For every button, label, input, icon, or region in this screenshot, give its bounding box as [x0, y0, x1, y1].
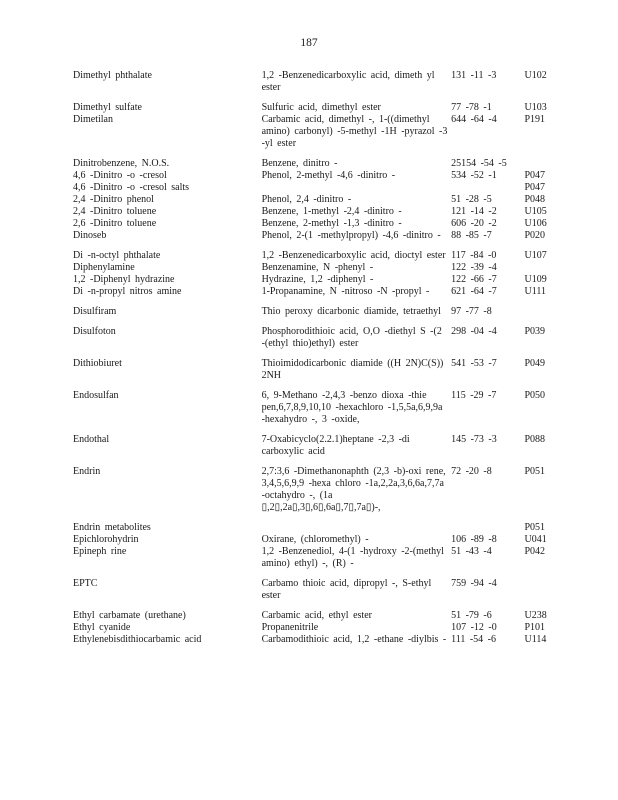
cas-number — [449, 514, 524, 534]
chemical-name: Carbamic acid, ethyl ester — [261, 610, 372, 621]
waste-code: U105 — [524, 206, 547, 217]
chemical-name: Phenol, 2-(1 -methylpropyl) -4,6 -dinitro - — [261, 230, 441, 241]
waste-code: U106 — [524, 218, 547, 229]
cas-number: 644 -64 -4 — [451, 114, 497, 125]
table-row — [73, 206, 573, 218]
chemical-name: Thioimidodicarbonic diamide ((H 2N)C(S)) 2NH — [261, 358, 444, 381]
cas-number: 106 -89 -8 — [451, 534, 497, 545]
waste-code: P048 — [524, 194, 546, 205]
table-row — [73, 70, 573, 94]
table-row — [73, 634, 573, 646]
chemical-name: 1,2 -Benzenedicarboxylic acid, dimeth yl ester — [261, 70, 435, 93]
substance-name: Di -n-octyl phthalate — [73, 250, 161, 261]
chemical-name: 1,2 -Benzenediol, 4-(1 -hydroxy -2-(methyl amino) ethyl) -, (R) - — [261, 546, 444, 569]
chemical-name: Oxirane, (chloromethyl) - — [261, 534, 369, 545]
waste-code: P042 — [524, 546, 546, 557]
cas-number: 759 -94 -4 — [451, 578, 497, 589]
cas-number: 51 -43 -4 — [451, 546, 492, 557]
waste-code: U107 — [524, 250, 547, 261]
substance-name: Endrin — [73, 466, 101, 477]
cas-number: 122 -39 -4 — [451, 262, 497, 273]
substance-name: Diphenylamine — [73, 262, 135, 273]
table-row — [73, 94, 573, 114]
chemical-name: Carbamodithioic acid, 1,2 -ethane -diylbis - — [261, 634, 447, 645]
substance-name: Dithiobiuret — [73, 358, 122, 369]
waste-code — [524, 262, 573, 274]
chemical-name: Thio peroxy dicarbonic diamide, tetraethyl — [261, 306, 441, 317]
chemical-name: 6, 9-Methano -2,4,3 -benzo dioxa -thie pen,6,7,8,9,10,10 -hexachloro -1,5,5a,6,9,9a -hexahydro -, 3 -oxide, — [261, 390, 443, 425]
table-row — [73, 274, 573, 286]
substance-name: Di -n-propyl nitros amine — [73, 286, 182, 297]
table-row — [73, 114, 573, 150]
table-row — [73, 318, 573, 350]
substance-name: Epineph rine — [73, 546, 127, 557]
substance-name: Dinitrobenzene, N.O.S. — [73, 158, 170, 169]
waste-code: P088 — [524, 434, 546, 445]
chemical-name: 1,2 -Benzenedicarboxylic acid, dioctyl ester — [261, 250, 446, 261]
waste-code: P191 — [524, 114, 546, 125]
table-row — [73, 298, 573, 318]
waste-code — [524, 570, 573, 602]
cas-number: 131 -11 -3 — [451, 70, 497, 81]
table-row — [73, 602, 573, 622]
table-row — [73, 230, 573, 242]
waste-code: U111 — [524, 286, 546, 297]
table-row — [73, 286, 573, 298]
substance-name: Disulfiram — [73, 306, 117, 317]
cas-number: 51 -79 -6 — [451, 610, 492, 621]
cas-number: 25154 -54 -5 — [451, 158, 507, 169]
substance-name: Dimethyl phthalate — [73, 70, 152, 81]
substance-name: Dinoseb — [73, 230, 107, 241]
waste-code: P047 — [524, 182, 546, 193]
waste-code: P020 — [524, 230, 546, 241]
cas-number: 107 -12 -0 — [451, 622, 497, 633]
chemical-name: Propanenitrile — [261, 622, 319, 633]
chemical-name: Benzenamine, N -phenyl - — [261, 262, 374, 273]
table-row — [73, 218, 573, 230]
table-row — [73, 514, 573, 534]
table-row — [73, 242, 573, 262]
table-row — [73, 170, 573, 182]
cas-number: 534 -52 -1 — [451, 170, 497, 181]
cas-number: 77 -78 -1 — [451, 102, 492, 113]
waste-code: U102 — [524, 70, 547, 81]
table-row — [73, 194, 573, 206]
chemical-name: Benzene, dinitro - — [261, 158, 338, 169]
substance-name: Epichlorohydrin — [73, 534, 139, 545]
substance-name: Endosulfan — [73, 390, 119, 401]
cas-number: 541 -53 -7 — [451, 358, 497, 369]
cas-number: 51 -28 -5 — [451, 194, 492, 205]
substance-name: EPTC — [73, 578, 98, 589]
table-row — [73, 426, 573, 458]
table-row — [73, 622, 573, 634]
cas-number: 72 -20 -8 — [451, 466, 492, 477]
substance-name: 2,4 -Dinitro phenol — [73, 194, 154, 205]
substance-name: 4,6 -Dinitro -o -cresol — [73, 170, 167, 181]
chemical-name: Phenol, 2-methyl -4,6 -dinitro - — [261, 170, 396, 181]
table-row — [73, 150, 573, 170]
table-row — [73, 534, 573, 546]
chemical-name: Benzene, 1-methyl -2,4 -dinitro - — [261, 206, 402, 217]
cas-number: 97 -77 -8 — [451, 306, 492, 317]
waste-code — [524, 150, 573, 170]
chemical-name: 7-Oxabicyclo(2.2.1)heptane -2,3 -di carboxylic acid — [261, 434, 410, 457]
chemical-name: Sulfuric acid, dimethyl ester — [261, 102, 381, 113]
waste-code: U103 — [524, 102, 547, 113]
table-row — [73, 382, 573, 426]
cas-number: 117 -84 -0 — [451, 250, 497, 261]
table-row — [73, 570, 573, 602]
chemical-name: 2,7:3,6 -Dimethanonaphth (2,3 -b)-oxi rene, 3,4,5,6,9,9 -hexa chloro -1a,2,2a,3,6,6a,7,7a -octahydro -, (1a ▯,2▯,2a▯,3▯,6▯,6a▯,7▯,7a▯)-, — [261, 466, 446, 513]
waste-code: P051 — [524, 466, 546, 477]
substance-name: Ethylenebisdithiocarbamic acid — [73, 634, 202, 645]
substance-name: 4,6 -Dinitro -o -cresol salts — [73, 182, 190, 193]
cas-number: 621 -64 -7 — [451, 286, 497, 297]
chemical-name: 1-Propanamine, N -nitroso -N -propyl - — [261, 286, 430, 297]
substance-name: Endothal — [73, 434, 110, 445]
waste-code: U041 — [524, 534, 547, 545]
cas-number: 115 -29 -7 — [451, 390, 497, 401]
waste-code: U109 — [524, 274, 547, 285]
substance-name: Disulfoton — [73, 326, 116, 337]
cas-number: 606 -20 -2 — [451, 218, 497, 229]
waste-code: P101 — [524, 622, 546, 633]
chemical-name: Phenol, 2,4 -dinitro - — [261, 194, 352, 205]
hazardous-substances-table — [73, 70, 573, 646]
waste-code — [524, 298, 573, 318]
chemical-name: Carbamo thioic acid, dipropyl -, S-ethyl ester — [261, 578, 432, 601]
substance-name: Ethyl carbamate (urethane) — [73, 610, 186, 621]
waste-code: P047 — [524, 170, 546, 181]
waste-code: U114 — [524, 634, 547, 645]
cas-number: 145 -73 -3 — [451, 434, 497, 445]
substance-name: 2,6 -Dinitro toluene — [73, 218, 157, 229]
chemical-name — [262, 514, 450, 534]
cas-number — [449, 182, 524, 194]
waste-code: P050 — [524, 390, 546, 401]
chemical-name: Benzene, 2-methyl -1,3 -dinitro - — [261, 218, 402, 229]
table-row — [73, 262, 573, 274]
cas-number: 121 -14 -2 — [451, 206, 497, 217]
table-row — [73, 182, 573, 194]
chemical-name — [262, 182, 450, 194]
waste-code: P049 — [524, 358, 546, 369]
table-row — [73, 350, 573, 382]
substance-name: 2,4 -Dinitro toluene — [73, 206, 157, 217]
chemical-name: Hydrazine, 1,2 -diphenyl - — [261, 274, 374, 285]
cas-number: 111 -54 -6 — [451, 634, 496, 645]
substance-name: Dimetilan — [73, 114, 113, 125]
cas-number: 88 -85 -7 — [451, 230, 492, 241]
substance-name: Dimethyl sulfate — [73, 102, 142, 113]
substance-name: Endrin metabolites — [73, 522, 151, 533]
substance-name: 1,2 -Diphenyl hydrazine — [73, 274, 175, 285]
table-row — [73, 546, 573, 570]
waste-code: P039 — [524, 326, 546, 337]
cas-number: 122 -66 -7 — [451, 274, 497, 285]
substance-name: Ethyl cyanide — [73, 622, 131, 633]
waste-code: P051 — [524, 522, 546, 533]
page-number: 187 — [300, 37, 318, 49]
chemical-name: Carbamic acid, dimethyl -, 1-((dimethyl amino) carbonyl) -5-methyl -1H -pyrazol -3 -yl ester — [261, 114, 448, 149]
waste-code: U238 — [524, 610, 547, 621]
chemical-name: Phosphorodithioic acid, O,O -diethyl S -(2 -(ethyl thio)ethyl) ester — [261, 326, 442, 349]
table-row — [73, 458, 573, 514]
cas-number: 298 -04 -4 — [451, 326, 497, 337]
